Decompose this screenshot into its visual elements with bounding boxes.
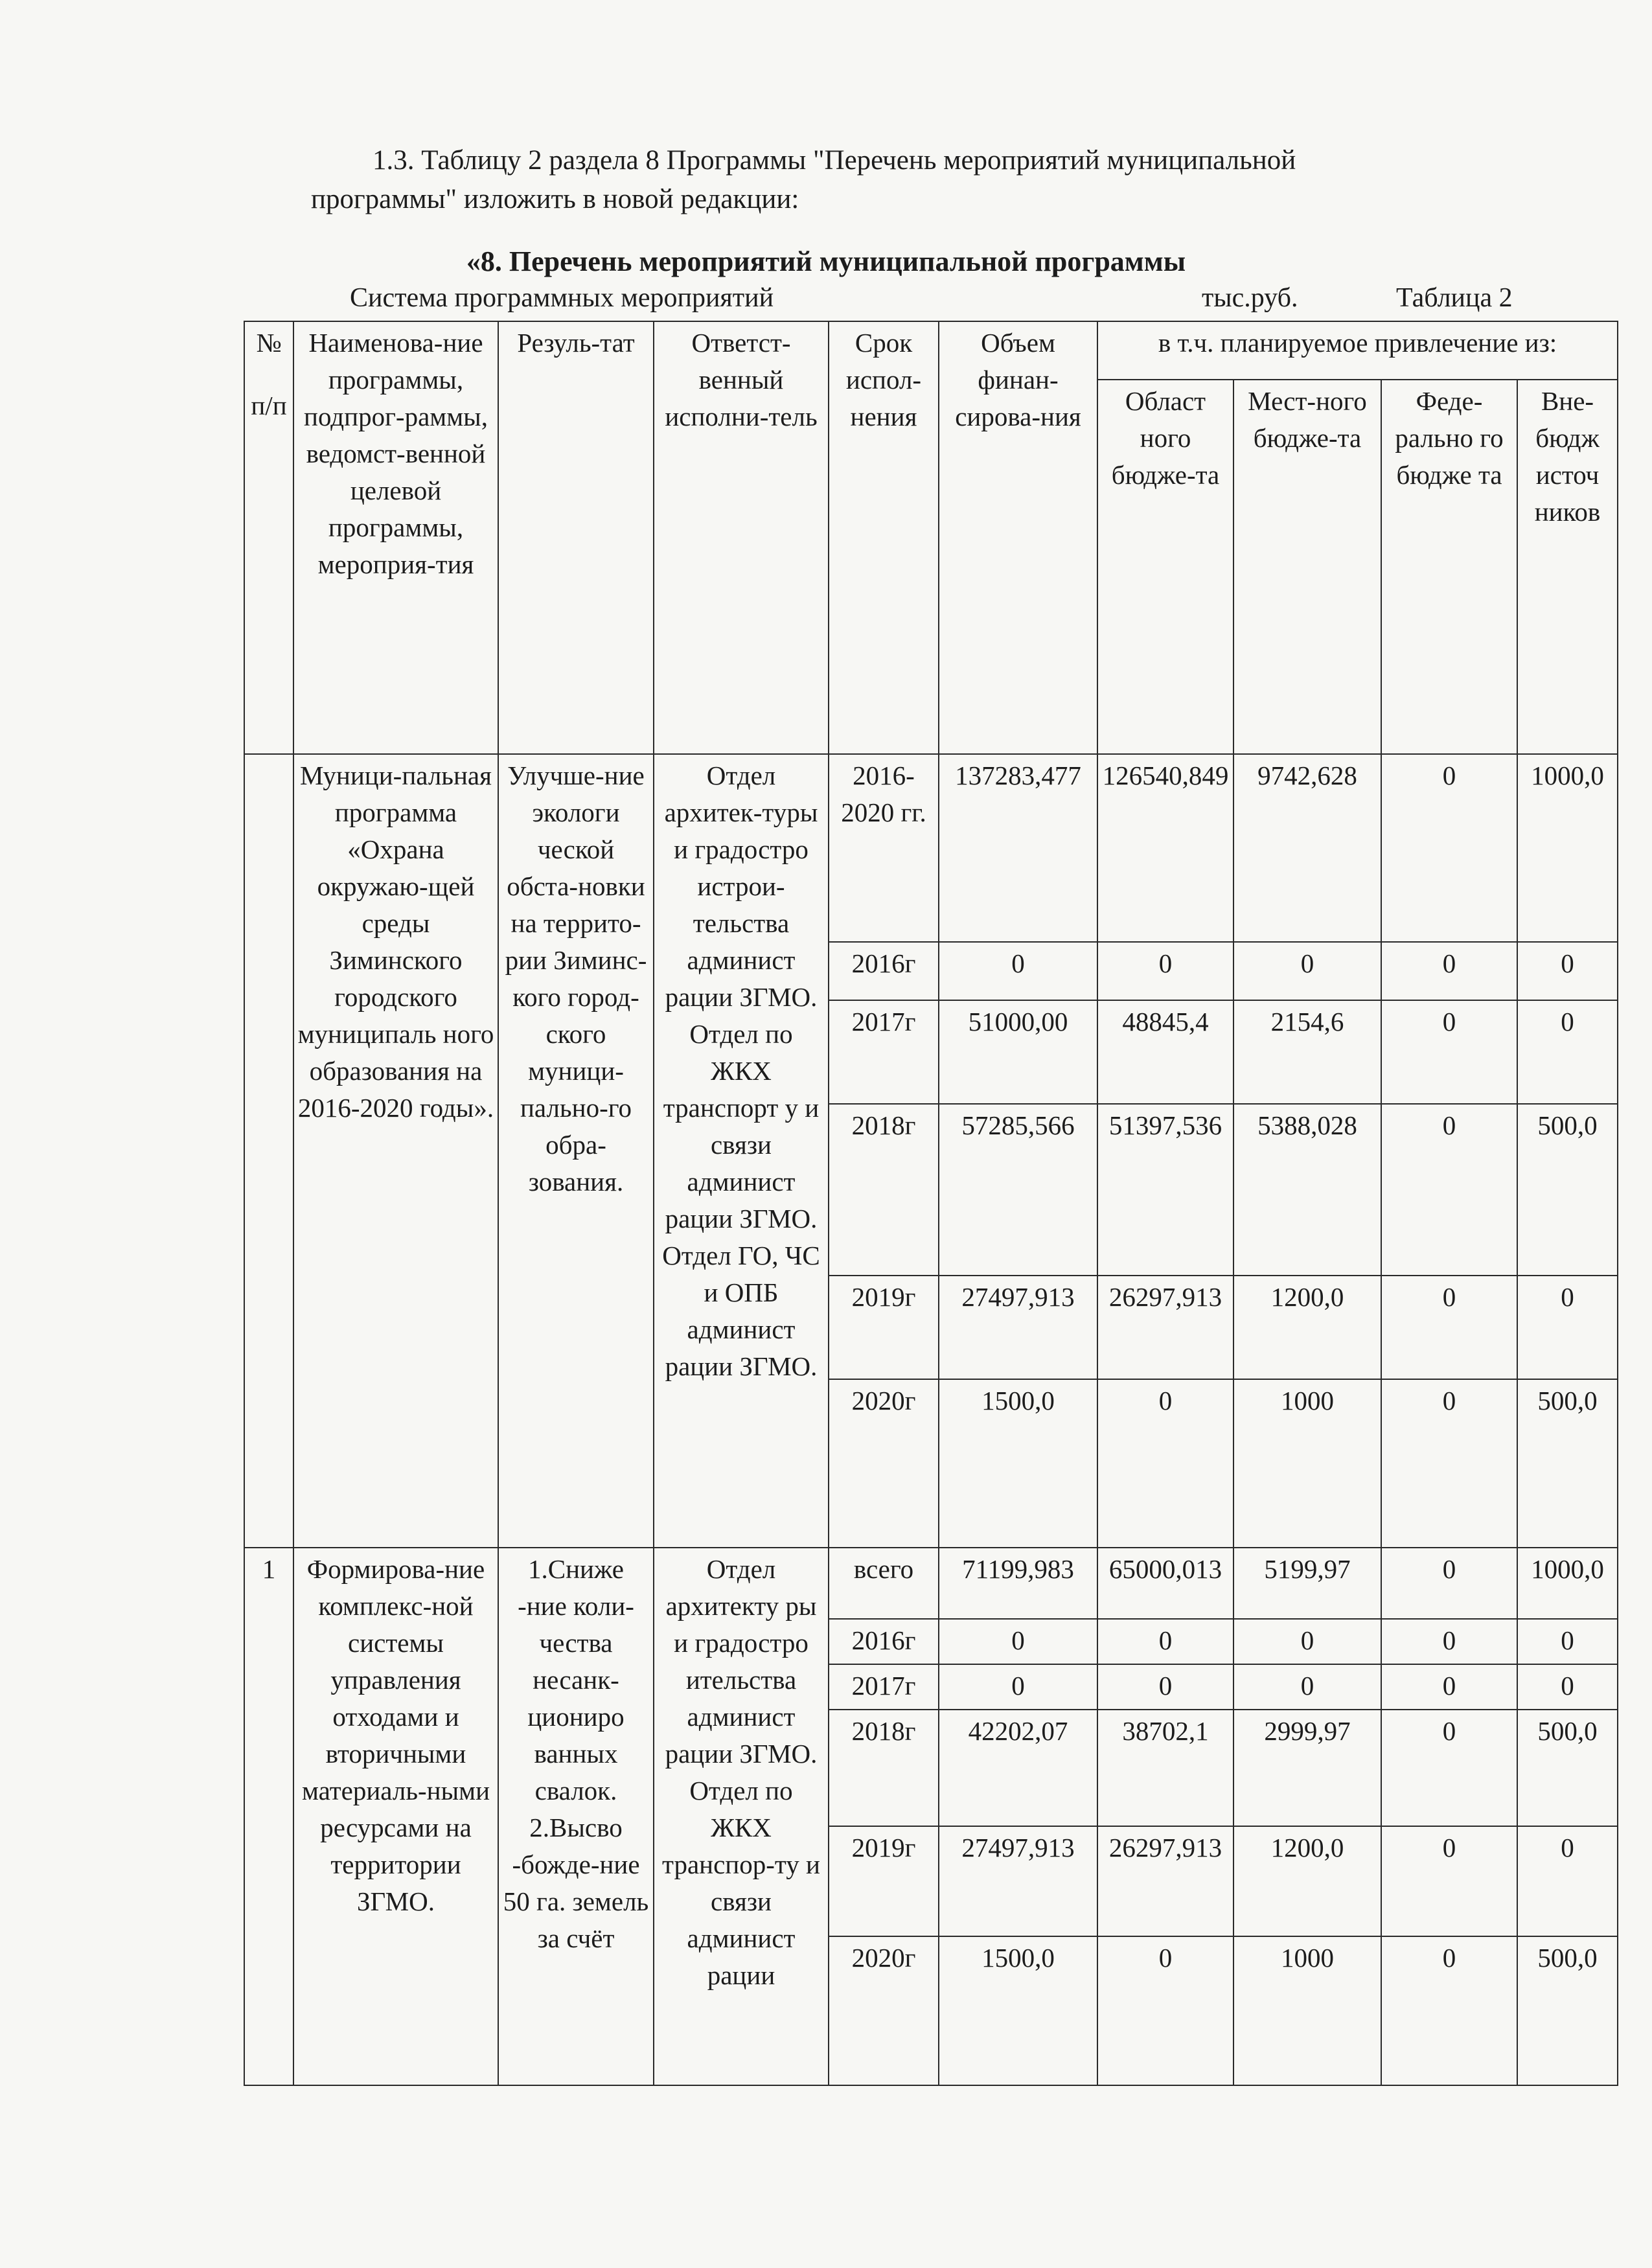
cell-extra: 0 bbox=[1517, 1276, 1618, 1379]
cell-term: 2019г bbox=[829, 1276, 939, 1379]
cell-term: 2018г bbox=[829, 1710, 939, 1826]
cell-regional: 51397,536 bbox=[1097, 1104, 1233, 1276]
cell-term: 2018г bbox=[829, 1104, 939, 1276]
cell-volume: 0 bbox=[939, 1619, 1097, 1664]
cell-federal: 0 bbox=[1381, 1104, 1517, 1276]
cell-regional: 38702,1 bbox=[1097, 1710, 1233, 1826]
header-volume: Объем финан-сирова-ния bbox=[939, 321, 1097, 754]
header-extra: Вне-бюдж источ ников bbox=[1517, 380, 1618, 754]
cell-volume: 57285,566 bbox=[939, 1104, 1097, 1276]
intro-paragraph bbox=[311, 141, 1542, 219]
cell-federal: 0 bbox=[1381, 1710, 1517, 1826]
cell-extra: 0 bbox=[1517, 1664, 1618, 1710]
block1-responsible: Отдел архитек-туры и градостро истрои-тельства админист рации ЗГМО. Отдел по ЖКХ транспорт у и связи админист рации ЗГМО. Отдел ГО, ЧС и ОПБ админист рации ЗГМО. bbox=[654, 754, 829, 1548]
cell-volume: 51000,00 bbox=[939, 1000, 1097, 1104]
cell-volume: 42202,07 bbox=[939, 1710, 1097, 1826]
header-local: Мест-ного бюдже-та bbox=[1233, 380, 1381, 754]
cell-volume: 137283,477 bbox=[939, 754, 1097, 942]
cell-local: 5388,028 bbox=[1233, 1104, 1381, 1276]
units-label: тыс.руб. bbox=[1202, 283, 1298, 313]
cell-term: 2019г bbox=[829, 1826, 939, 1936]
cell-volume: 1500,0 bbox=[939, 1936, 1097, 2085]
header-num-sign: № bbox=[256, 328, 282, 358]
block2-num: 1 bbox=[244, 1548, 293, 2085]
measures-table bbox=[244, 321, 1618, 2086]
header-federal: Феде-рально го бюдже та bbox=[1381, 380, 1517, 754]
cell-local: 9742,628 bbox=[1233, 754, 1381, 942]
cell-regional: 26297,913 bbox=[1097, 1276, 1233, 1379]
block2-responsible: Отдел архитекту ры и градостро ительства админист рации ЗГМО. Отдел по ЖКХ транспор-ту и связи админист рации bbox=[654, 1548, 829, 2085]
cell-extra: 1000,0 bbox=[1517, 754, 1618, 942]
cell-term: 2017г bbox=[829, 1000, 939, 1104]
cell-term: 2020г bbox=[829, 1379, 939, 1548]
cell-extra: 500,0 bbox=[1517, 1379, 1618, 1548]
header-num bbox=[244, 321, 293, 754]
cell-local: 1000 bbox=[1233, 1936, 1381, 2085]
cell-extra: 1000,0 bbox=[1517, 1548, 1618, 1619]
cell-regional: 0 bbox=[1097, 1936, 1233, 2085]
cell-regional: 48845,4 bbox=[1097, 1000, 1233, 1104]
cell-term: 2017г bbox=[829, 1664, 939, 1710]
cell-local: 5199,97 bbox=[1233, 1548, 1381, 1619]
cell-extra: 500,0 bbox=[1517, 1104, 1618, 1276]
header-num-pp: п/п bbox=[251, 391, 287, 420]
cell-term: 2016-2020 гг. bbox=[829, 754, 939, 942]
block2-result: 1.Сниже -ние коли-чества несанк-циониро ванных свалок. 2.Высво -божде-ние 50 га. земель за счёт bbox=[498, 1548, 654, 2085]
cell-regional: 0 bbox=[1097, 1619, 1233, 1664]
cell-volume: 71199,983 bbox=[939, 1548, 1097, 1619]
cell-local: 1000 bbox=[1233, 1379, 1381, 1548]
cell-federal: 0 bbox=[1381, 754, 1517, 942]
cell-regional: 0 bbox=[1097, 1664, 1233, 1710]
cell-local: 0 bbox=[1233, 942, 1381, 1000]
header-term: Срок испол-нения bbox=[829, 321, 939, 754]
cell-federal: 0 bbox=[1381, 1664, 1517, 1710]
cell-extra: 500,0 bbox=[1517, 1936, 1618, 2085]
cell-extra: 0 bbox=[1517, 1000, 1618, 1104]
cell-local: 1200,0 bbox=[1233, 1276, 1381, 1379]
cell-volume: 27497,913 bbox=[939, 1826, 1097, 1936]
cell-federal: 0 bbox=[1381, 942, 1517, 1000]
cell-local: 0 bbox=[1233, 1664, 1381, 1710]
block1-num bbox=[244, 754, 293, 1548]
cell-extra: 0 bbox=[1517, 1619, 1618, 1664]
cell-local: 2999,97 bbox=[1233, 1710, 1381, 1826]
block2-name: Формирова-ние комплекс-ной системы управления отходами и вторичными материаль-ными ресурсами на территории ЗГМО. bbox=[293, 1548, 498, 2085]
cell-regional: 126540,849 bbox=[1097, 754, 1233, 942]
cell-federal: 0 bbox=[1381, 1000, 1517, 1104]
cell-federal: 0 bbox=[1381, 1619, 1517, 1664]
cell-local: 2154,6 bbox=[1233, 1000, 1381, 1104]
cell-volume: 0 bbox=[939, 942, 1097, 1000]
block1-result: Улучше-ние экологи ческой обста-новки на террито-рии Зиминс-кого город-ского муници-пально-го обра-зования. bbox=[498, 754, 654, 1548]
header-name: Наименова-ние программы, подпрог-раммы, ведомст-венной целевой программы, мероприя-тия bbox=[293, 321, 498, 754]
cell-federal: 0 bbox=[1381, 1826, 1517, 1936]
cell-term: 2016г bbox=[829, 1619, 939, 1664]
cell-regional: 0 bbox=[1097, 1379, 1233, 1548]
header-regional: Област ного бюдже-та bbox=[1097, 380, 1233, 754]
header-group: в т.ч. планируемое привлечение из: bbox=[1097, 321, 1618, 380]
table-row bbox=[244, 754, 1618, 942]
cell-regional: 0 bbox=[1097, 942, 1233, 1000]
block1-name: Муници-пальная программа «Охрана окружаю-щей среды Зиминского городского муниципаль ного образования на 2016-2020 годы». bbox=[293, 754, 498, 1548]
cell-term: 2016г bbox=[829, 942, 939, 1000]
intro-line-1: 1.3. Таблицу 2 раздела 8 Программы "Перечень мероприятий муниципальной bbox=[373, 145, 1296, 176]
cell-regional: 26297,913 bbox=[1097, 1826, 1233, 1936]
cell-federal: 0 bbox=[1381, 1936, 1517, 2085]
cell-volume: 0 bbox=[939, 1664, 1097, 1710]
cell-extra: 0 bbox=[1517, 942, 1618, 1000]
cell-term: всего bbox=[829, 1548, 939, 1619]
cell-federal: 0 bbox=[1381, 1548, 1517, 1619]
cell-local: 1200,0 bbox=[1233, 1826, 1381, 1936]
intro-line-2: программы" изложить в новой редакции: bbox=[311, 184, 799, 214]
cell-extra: 0 bbox=[1517, 1826, 1618, 1936]
cell-federal: 0 bbox=[1381, 1276, 1517, 1379]
table-row bbox=[244, 1548, 1618, 1619]
cell-local: 0 bbox=[1233, 1619, 1381, 1664]
header-responsible: Ответст-венный исполни-тель bbox=[654, 321, 829, 754]
cell-term: 2020г bbox=[829, 1936, 939, 2085]
table-number: Таблица 2 bbox=[1396, 283, 1513, 313]
header-result: Резуль-тат bbox=[498, 321, 654, 754]
cell-volume: 1500,0 bbox=[939, 1379, 1097, 1548]
cell-federal: 0 bbox=[1381, 1379, 1517, 1548]
cell-regional: 65000,013 bbox=[1097, 1548, 1233, 1619]
system-label: Система программных мероприятий bbox=[350, 283, 774, 313]
section-heading: «8. Перечень мероприятий муниципальной программы bbox=[466, 246, 1186, 277]
cell-extra: 500,0 bbox=[1517, 1710, 1618, 1826]
header-row-1 bbox=[244, 321, 1618, 380]
cell-volume: 27497,913 bbox=[939, 1276, 1097, 1379]
